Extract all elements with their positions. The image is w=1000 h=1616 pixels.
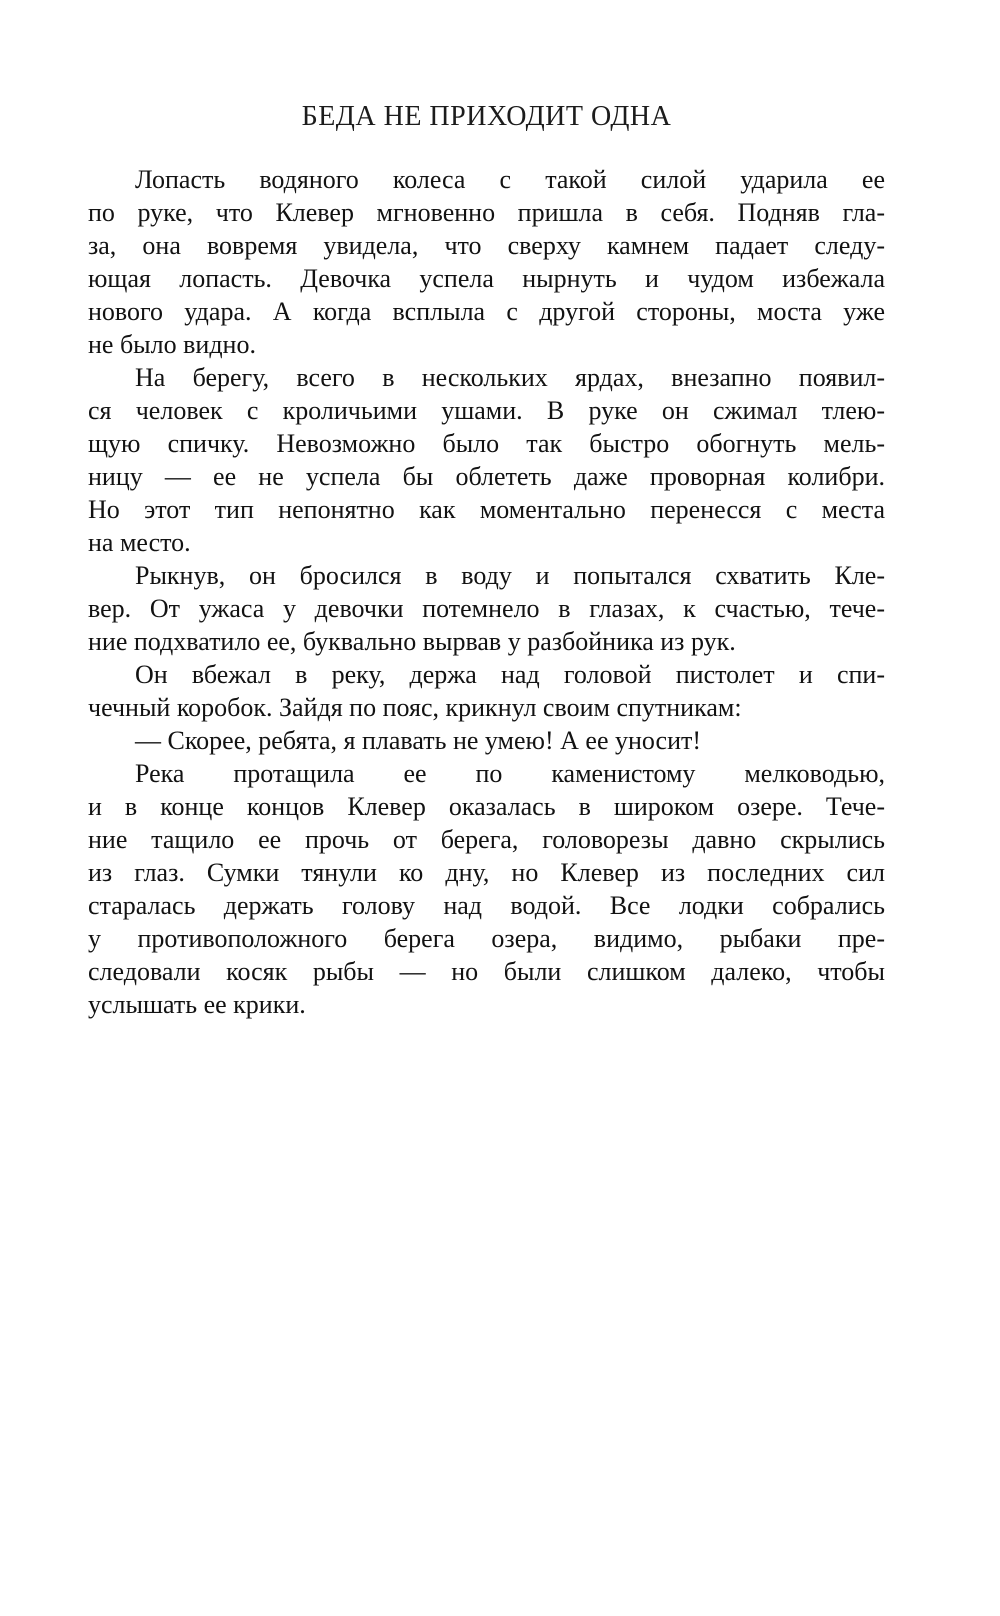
text-line: Но этот тип непонятно как моментально перенесся с места — [88, 495, 885, 524]
text-line: не было видно. — [88, 330, 256, 359]
text-block — [88, 163, 885, 1021]
text-line: нового удара. А когда всплыла с другой стороны, моста уже — [88, 297, 885, 326]
text-line: услышать ее крики. — [88, 990, 306, 1019]
text-line: из глаз. Сумки тянули ко дну, но Клевер из последних сил — [88, 858, 885, 887]
paragraph-6 — [88, 757, 885, 1021]
text-line: ницу — ее не успела бы облететь даже проворная колибри. — [88, 462, 885, 491]
text-line: ние подхватило ее, буквально вырвав у разбойника из рук. — [88, 627, 736, 656]
text-line: ющая лопасть. Девочка успела нырнуть и чудом избежала — [88, 264, 885, 293]
text-line: у противоположного берега озера, видимо, рыбаки пре- — [88, 924, 885, 953]
text-line: следовали косяк рыбы — но были слишком далеко, чтобы — [88, 957, 885, 986]
text-line: Он вбежал в реку, держа над головой пистолет и спи- — [135, 660, 885, 689]
text-line: и в конце концов Клевер оказалась в широком озере. Тече- — [88, 792, 885, 821]
text-line: старалась держать голову над водой. Все лодки собрались — [88, 891, 885, 920]
paragraph-5-dialogue — [88, 724, 885, 757]
text-line: Река протащила ее по каменистому мелководью, — [135, 759, 885, 788]
text-line: На берегу, всего в нескольких ярдах, внезапно появил- — [135, 363, 885, 392]
text-line: на место. — [88, 528, 191, 557]
text-line: ние тащило ее прочь от берега, головорезы давно скрылись — [88, 825, 885, 854]
paragraph-3 — [88, 559, 885, 658]
text-line: Лопасть водяного колеса с такой силой ударила ее — [135, 165, 885, 194]
paragraph-2 — [88, 361, 885, 559]
text-line: за, она вовремя увидела, что сверху камнем падает следу- — [88, 231, 885, 260]
text-line: по руке, что Клевер мгновенно пришла в себя. Подняв гла- — [88, 198, 885, 227]
text-line: вер. От ужаса у девочки потемнело в глазах, к счастью, тече- — [88, 594, 885, 623]
text-line: чечный коробок. Зайдя по пояс, крикнул своим спутникам: — [88, 693, 742, 722]
text-line: щую спичку. Невозможно было так быстро обогнуть мель- — [88, 429, 885, 458]
text-line: Рыкнув, он бросился в воду и попытался схватить Кле- — [135, 561, 885, 590]
paragraph-1 — [88, 163, 885, 361]
paragraph-4 — [88, 658, 885, 724]
text-line: ся человек с кроличьими ушами. В руке он сжимал тлею- — [88, 396, 885, 425]
text-line: — Скорее, ребята, я плавать не умею! А ее уносит! — [135, 726, 702, 755]
chapter-title: БЕДА НЕ ПРИХОДИТ ОДНА — [301, 101, 672, 132]
